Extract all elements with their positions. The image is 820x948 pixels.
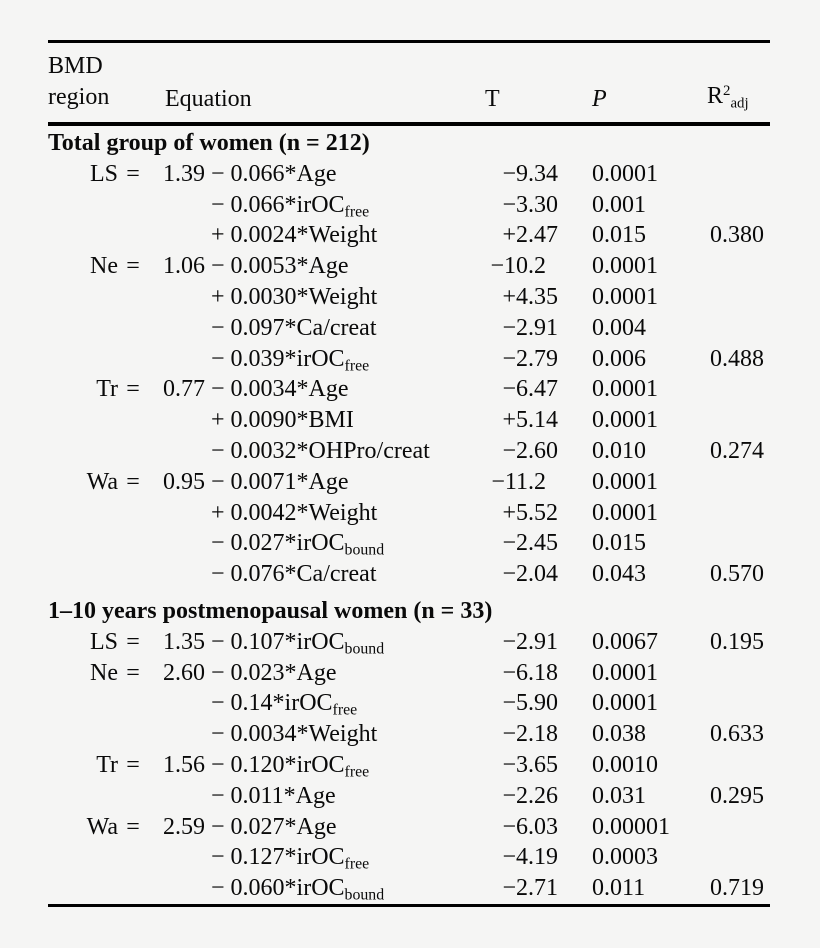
- column-gap: [692, 719, 710, 750]
- p-value: 0.0001: [592, 468, 658, 495]
- column-gap: [692, 812, 710, 843]
- t-value: −3 .65: [502, 751, 558, 778]
- r2-adj-value: 0.633: [710, 721, 764, 748]
- column-gap: [692, 282, 710, 313]
- r2-adj-value: [710, 159, 770, 190]
- p-value: 0.0001: [592, 253, 658, 280]
- column-gap: [568, 658, 592, 689]
- equals-sign: [118, 719, 148, 750]
- t-value: −2 .79: [502, 345, 558, 372]
- equals-sign: =: [126, 628, 140, 655]
- column-gap: [692, 374, 710, 405]
- p-value: 0.0001: [592, 499, 658, 526]
- section-title: Total group of women (n = 212): [48, 130, 370, 156]
- column-gap: [568, 282, 592, 313]
- p-value: 0.0001: [592, 690, 658, 717]
- table-row: [48, 344, 770, 375]
- p-value: 0.038: [592, 721, 646, 748]
- r2-adj-value: [710, 498, 770, 529]
- table-body: [48, 126, 770, 904]
- r2-adj-value: 0.488: [710, 345, 764, 372]
- t-value: −2 .91: [502, 628, 558, 655]
- column-gap: [568, 405, 592, 436]
- t-value: −5 .90: [502, 690, 558, 717]
- bmd-region-label: [48, 498, 118, 529]
- table-row: [48, 658, 770, 689]
- p-value: 0.006: [592, 345, 646, 372]
- equation-constant: [148, 405, 205, 436]
- p-value: 0.00001: [592, 813, 670, 840]
- p-value: 0.031: [592, 782, 646, 809]
- t-value: −9 .34: [502, 160, 558, 187]
- equation-term: − 0.039*irOC$_{free}$: [211, 345, 370, 374]
- p-value: 0.043: [592, 561, 646, 588]
- column-gap: [692, 559, 710, 590]
- bmd-region-label: [48, 719, 118, 750]
- table-section: [48, 128, 770, 590]
- equation-constant: [148, 719, 205, 750]
- r2-adj-value: [710, 467, 770, 498]
- bmd-region-label: [48, 436, 118, 467]
- t-value: +5 .14: [502, 407, 558, 434]
- t-value: −3 .30: [502, 191, 558, 218]
- t-value: −2 .71: [502, 875, 558, 902]
- column-gap: [692, 467, 710, 498]
- equation-term: − 0.0034*Weight: [211, 721, 378, 748]
- equation-constant: [148, 781, 205, 812]
- equals-sign: [118, 313, 148, 344]
- t-value: −6 .47: [502, 376, 558, 403]
- bmd-region-label: LS: [89, 160, 118, 187]
- p-value: 0.0001: [592, 376, 658, 403]
- bmd-region-label: Wa: [86, 468, 118, 495]
- table-row: [48, 627, 770, 658]
- r2-adj-value: 0.295: [710, 782, 764, 809]
- header-r2-adj: [707, 83, 749, 113]
- bmd-region-label: [48, 873, 118, 911]
- equals-sign: [118, 405, 148, 436]
- header-bmd-line2: region: [48, 84, 110, 110]
- column-gap: [568, 220, 592, 251]
- equation-term: − 0.0032*OHPro/creat: [211, 437, 430, 464]
- table-row: [48, 688, 770, 719]
- table-row: [48, 313, 770, 344]
- column-gap: [568, 313, 592, 344]
- r2-adj-value: [710, 405, 770, 436]
- equation-constant: 0.77: [163, 376, 205, 403]
- equals-sign: =: [126, 659, 140, 686]
- equals-sign: [118, 873, 148, 911]
- bmd-region-label: [48, 313, 118, 344]
- equation-term: − 0.14*irOC$_{free}$: [211, 690, 358, 719]
- column-gap: [692, 405, 710, 436]
- column-gap: [568, 436, 592, 467]
- equation-constant: [148, 436, 205, 467]
- equals-sign: [118, 498, 148, 529]
- table-row: [48, 374, 770, 405]
- bmd-region-label: [48, 220, 118, 251]
- column-gap: [568, 719, 592, 750]
- p-value: 0.010: [592, 437, 646, 464]
- p-value: 0.0067: [592, 628, 658, 655]
- t-value: −11 .2: [491, 468, 546, 495]
- section-title: 1–10 years postmenopausal women (n = 33): [48, 597, 493, 624]
- column-gap: [692, 313, 710, 344]
- bmd-region-label: LS: [89, 628, 118, 655]
- equals-sign: [118, 220, 148, 251]
- equation-constant: 1.06: [163, 253, 205, 280]
- p-value: 0.004: [592, 314, 646, 341]
- p-value: 0.011: [592, 875, 646, 902]
- table-row: [48, 220, 770, 251]
- equation-constant: [148, 873, 205, 911]
- t-value: −10 .2: [490, 253, 546, 280]
- term-subscript: free: [344, 763, 370, 781]
- equation-constant: 2.60: [163, 659, 205, 686]
- equation-term: − 0.120*irOC$_{free}$: [211, 751, 370, 781]
- header-r2-sup: 2: [723, 83, 731, 100]
- header-p: P: [592, 86, 607, 112]
- column-gap: [568, 873, 592, 911]
- equals-sign: [118, 781, 148, 812]
- p-value: 0.0010: [592, 751, 658, 778]
- column-gap: [568, 498, 592, 529]
- column-gap: [692, 159, 710, 190]
- column-gap: [568, 467, 592, 498]
- r2-adj-value: 0.274: [710, 437, 764, 464]
- column-gap: [568, 374, 592, 405]
- table-row: [48, 190, 770, 221]
- r2-adj-value: 0.380: [710, 222, 764, 249]
- equals-sign: =: [126, 376, 140, 403]
- t-value: −6 .03: [502, 813, 558, 840]
- bmd-region-label: [48, 559, 118, 590]
- r2-adj-value: 0.719: [710, 875, 764, 902]
- column-gap: [692, 498, 710, 529]
- equation-term: − 0.027*irOC$_{bound}$: [211, 530, 385, 559]
- term-subscript: bound: [344, 640, 385, 658]
- term-subscript: free: [344, 357, 370, 374]
- p-value: 0.0003: [592, 844, 658, 871]
- t-value: +2 .47: [502, 222, 558, 249]
- p-value: 0.015: [592, 530, 646, 557]
- column-gap: [568, 812, 592, 843]
- column-gap: [568, 251, 592, 282]
- equation-constant: 1.39: [163, 160, 205, 187]
- equation-term: − 0.023*Age: [211, 659, 337, 686]
- bmd-region-label: [48, 781, 118, 812]
- equals-sign: [118, 436, 148, 467]
- t-value: −6 .18: [502, 659, 558, 686]
- r2-adj-value: [710, 251, 770, 282]
- table-row: [48, 873, 770, 904]
- table-row: [48, 498, 770, 529]
- column-gap: [692, 873, 710, 911]
- r2-adj-value: [710, 658, 770, 689]
- p-value: 0.015: [592, 222, 646, 249]
- bmd-region-label: Ne: [90, 659, 118, 686]
- t-value: +4 .35: [502, 283, 558, 310]
- table-row: [48, 750, 770, 781]
- column-gap: [692, 658, 710, 689]
- equals-sign: =: [126, 253, 140, 280]
- equation-constant: [148, 220, 205, 251]
- table-row: [48, 467, 770, 498]
- column-gap: [568, 781, 592, 812]
- bmd-region-label: Tr: [96, 376, 118, 403]
- term-subscript: free: [344, 203, 370, 221]
- equation-term: − 0.060*irOC$_{bound}$: [211, 875, 385, 904]
- equation-term: − 0.076*Ca/creat: [211, 561, 377, 588]
- column-gap: [568, 559, 592, 590]
- table-row: [48, 436, 770, 467]
- equation-constant: [148, 282, 205, 313]
- t-value: −2 .60: [502, 437, 558, 464]
- equals-sign: =: [126, 160, 140, 187]
- equation-term: − 0.011*Age: [211, 782, 336, 809]
- equation-term: − 0.0071*Age: [211, 468, 349, 495]
- table-header-row: [48, 43, 770, 122]
- equals-sign: [118, 559, 148, 590]
- header-equation: Equation: [165, 86, 252, 112]
- t-value: +5 .52: [502, 499, 558, 526]
- p-value: 0.0001: [592, 659, 658, 686]
- equation-term: + 0.0024*Weight: [211, 222, 378, 249]
- table-row: [48, 812, 770, 843]
- equation-constant: 0.95: [163, 468, 205, 495]
- t-value: −2 .91: [502, 314, 558, 341]
- equation-term: + 0.0030*Weight: [211, 283, 378, 310]
- equation-constant: 1.35: [163, 628, 205, 655]
- term-subscript: free: [332, 701, 358, 719]
- equation-term: + 0.0042*Weight: [211, 499, 378, 526]
- column-gap: [692, 436, 710, 467]
- term-subscript: bound: [344, 541, 385, 559]
- p-value: 0.0001: [592, 407, 658, 434]
- bmd-region-label: Tr: [96, 751, 118, 778]
- equation-constant: [148, 559, 205, 590]
- equation-term: − 0.027*Age: [211, 813, 337, 840]
- equation-constant: 1.56: [163, 751, 205, 778]
- table-row: [48, 282, 770, 313]
- t-value: −2 .45: [502, 530, 558, 557]
- term-subscript: bound: [344, 886, 385, 904]
- header-bmd-region: [48, 51, 109, 113]
- p-value: 0.0001: [592, 283, 658, 310]
- table-row: [48, 842, 770, 873]
- equation-term: − 0.097*Ca/creat: [211, 314, 377, 341]
- equals-sign: =: [126, 468, 140, 495]
- equation-term: − 0.127*irOC$_{free}$: [211, 844, 370, 873]
- r2-adj-value: [710, 313, 770, 344]
- header-t: T: [485, 86, 500, 112]
- r2-adj-value: 0.195: [710, 628, 764, 655]
- table-row: [48, 405, 770, 436]
- equation-term: + 0.0090*BMI: [211, 407, 354, 434]
- table-row: [48, 559, 770, 590]
- t-value: −2 .18: [502, 721, 558, 748]
- p-value: 0.0001: [592, 160, 658, 187]
- equals-sign: [118, 282, 148, 313]
- column-gap: [692, 251, 710, 282]
- bmd-region-label: Wa: [86, 813, 118, 840]
- equation-term: − 0.0053*Age: [211, 253, 349, 280]
- table-row: [48, 781, 770, 812]
- table-row: [48, 528, 770, 559]
- table-row: [48, 719, 770, 750]
- equation-term: − 0.066*irOC$_{free}$: [211, 191, 370, 221]
- term-subscript: free: [344, 855, 370, 873]
- equals-sign: =: [126, 751, 140, 778]
- t-value: −2 .26: [502, 782, 558, 809]
- equals-sign: =: [126, 813, 140, 840]
- table-row: [48, 251, 770, 282]
- equation-constant: [148, 498, 205, 529]
- equation-term: − 0.066*Age: [211, 160, 337, 187]
- r2-adj-value: [710, 374, 770, 405]
- r2-adj-value: [710, 282, 770, 313]
- table-section: [48, 596, 770, 904]
- p-value: 0.001: [592, 191, 646, 218]
- equation-term: − 0.107*irOC$_{bound}$: [211, 628, 385, 658]
- column-gap: [568, 159, 592, 190]
- r2-adj-value: [710, 812, 770, 843]
- equation-term: − 0.0034*Age: [211, 376, 349, 403]
- equation-constant: 2.59: [163, 813, 205, 840]
- header-r2-sub: adj: [730, 96, 749, 112]
- t-value: −2 .04: [502, 561, 558, 588]
- bmd-region-label: [48, 282, 118, 313]
- column-gap: [692, 220, 710, 251]
- header-r2-base: R: [707, 83, 724, 110]
- equation-constant: [148, 313, 205, 344]
- bmd-region-label: Ne: [90, 253, 118, 280]
- bmd-region-label: [48, 405, 118, 436]
- header-bmd-line1: BMD: [48, 53, 103, 79]
- regression-table: [48, 40, 770, 907]
- r2-adj-value: 0.570: [710, 561, 764, 588]
- t-value: −4 .19: [502, 844, 558, 871]
- column-gap: [692, 781, 710, 812]
- table-row: [48, 159, 770, 190]
